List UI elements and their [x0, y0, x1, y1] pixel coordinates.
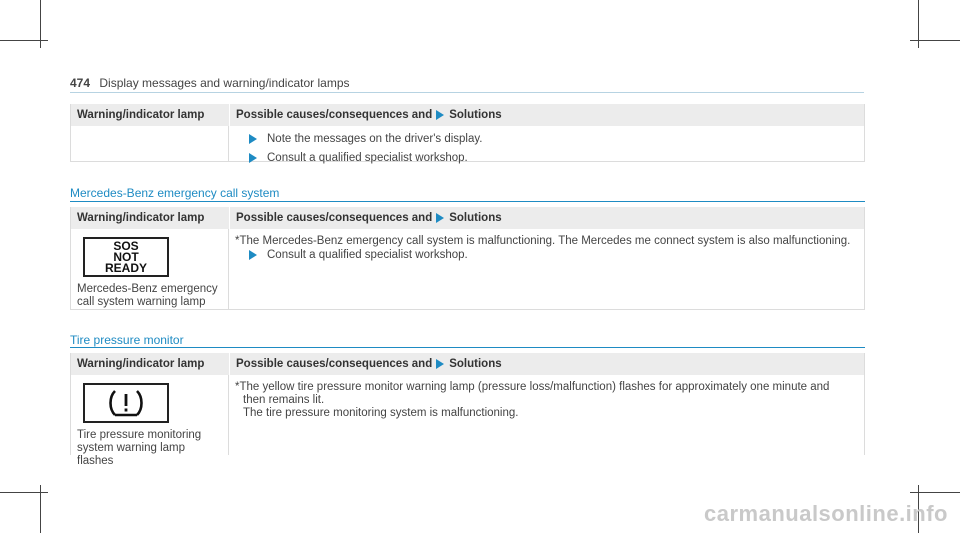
section-rule [70, 347, 865, 348]
table-tire [70, 353, 865, 467]
lamp-label: call system warning lamp [77, 296, 206, 308]
solutions-arrow-icon [436, 213, 444, 223]
causes-cell [229, 229, 864, 309]
cause-text: *The Mercedes-Benz emergency call system is malfunctioning. The Mercedes me connect system is also malfunctioning. [235, 235, 851, 247]
lamp-label: Tire pressure monitoring [77, 429, 202, 441]
page-header-title: Display messages and warning/indicator lamps [99, 76, 350, 90]
table-header [71, 104, 864, 126]
crop-mark [0, 40, 48, 41]
crop-mark [0, 492, 48, 493]
crop-mark [910, 40, 960, 41]
solutions-arrow-icon [436, 359, 444, 369]
cause-text: The tire pressure monitoring system is malfunctioning. [243, 407, 519, 419]
table-row [71, 375, 864, 467]
table-row [71, 126, 864, 164]
table-row [71, 229, 864, 309]
crop-mark [910, 492, 960, 493]
col-causes-header: Possible causes/consequences and Solutions [229, 353, 864, 375]
bullet-arrow-icon [249, 250, 257, 260]
lamp-cell [71, 126, 229, 161]
bullet-arrow-icon [249, 134, 257, 144]
sos-not-ready-icon: SOS NOT READY [83, 237, 169, 277]
col-lamp-header: Warning/indicator lamp [77, 109, 205, 121]
section-title-emergency: Mercedes-Benz emergency call system [70, 186, 280, 200]
table-header [71, 207, 864, 229]
cause-text: then remains lit. [243, 394, 325, 406]
header-rule [70, 92, 864, 93]
solutions-arrow-icon [436, 110, 444, 120]
table-header [71, 353, 864, 375]
causes-cell [229, 126, 864, 164]
watermark-text: carmanualsonline.info [704, 501, 948, 526]
tire-pressure-warning-icon [83, 383, 169, 423]
list-item: Note the messages on the driver's display. [249, 132, 858, 147]
page-number: 474 [70, 76, 91, 90]
lamp-cell [71, 229, 229, 309]
table-continued [70, 104, 865, 162]
lamp-cell [71, 375, 229, 467]
col-causes-header: Possible causes/consequences and Solutions [229, 104, 864, 126]
list-item: Consult a qualified specialist workshop. [249, 151, 858, 166]
col-lamp-header: Warning/indicator lamp [77, 212, 205, 224]
list-item: Consult a qualified specialist workshop. [249, 248, 858, 263]
lamp-label: system warning lamp flashes [77, 442, 186, 467]
section-rule [70, 201, 865, 202]
causes-cell [229, 375, 864, 455]
bullet-arrow-icon [249, 153, 257, 163]
col-causes-header: Possible causes/consequences and Solutions [229, 207, 864, 229]
section-title-tire: Tire pressure monitor [70, 333, 184, 347]
col-lamp-header: Warning/indicator lamp [77, 358, 205, 370]
lamp-label: Mercedes-Benz emergency [77, 283, 218, 295]
page-header [70, 76, 350, 90]
cause-text: *The yellow tire pressure monitor warning lamp (pressure loss/malfunction) flashes for approximately one minute and [235, 381, 830, 393]
table-emergency [70, 207, 865, 310]
